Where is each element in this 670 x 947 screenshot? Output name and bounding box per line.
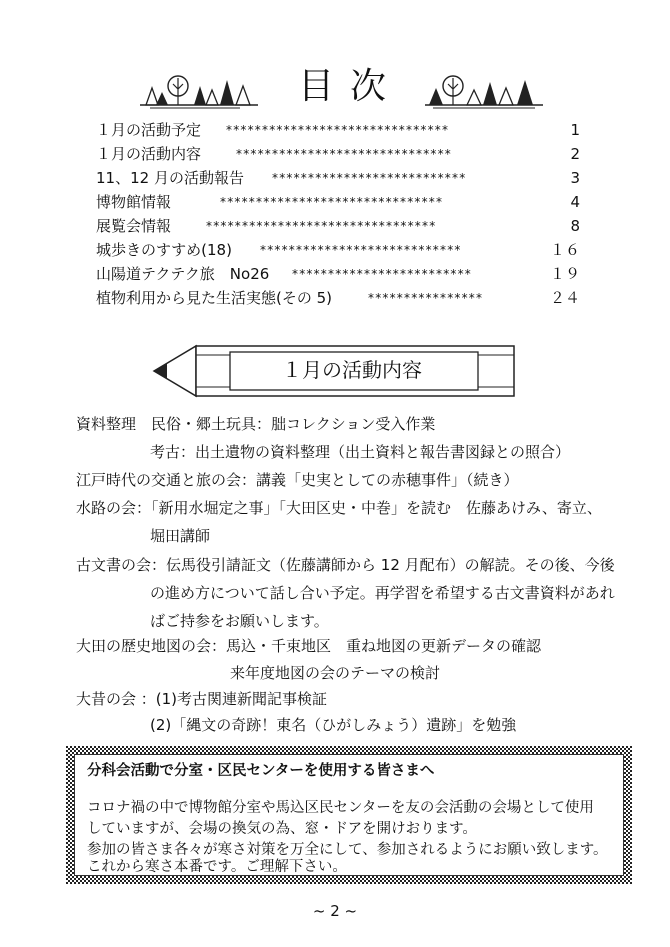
notice-content bbox=[74, 754, 624, 876]
toc-label: 博物館情報 bbox=[96, 193, 172, 211]
toc-page: 3 bbox=[570, 169, 580, 187]
notice-heading: 分科会活動で分室・区民センターを使用する皆さまへ bbox=[87, 763, 435, 779]
activity-line: の進め方について話し合い予定。再学習を希望する古文書資料があれ bbox=[150, 584, 615, 602]
toc-label: 城歩きのすすめ(18) bbox=[96, 241, 232, 259]
activity-line: (2)「縄文の奇跡！東名（ひがしみょう）遺跡」を勉強 bbox=[150, 716, 517, 734]
toc-page: 2 bbox=[570, 145, 580, 163]
toc-leader: ************************* bbox=[292, 267, 472, 281]
toc-row[interactable] bbox=[96, 166, 596, 190]
activity-line: 大田の歴史地図の会：馬込・千束地区 重ね地図の更新データの確認 bbox=[76, 637, 542, 655]
activity-line: 古文書の会：伝馬役引請証文（佐藤講師から 12 月配布）の解読。その後、今後 bbox=[76, 556, 615, 574]
activity-line: 考古：出土遺物の資料整理（出土資料と報告書図録との照合） bbox=[150, 443, 571, 461]
notice-line: していますが、会場の換気の為、窓・ドアを開けおります。 bbox=[87, 821, 477, 837]
activity-line: 水路の会：「新用水堀定之事」「大田区史・中巻」を読む 佐藤あけみ、寄立、 bbox=[76, 499, 602, 517]
notice-line: コロナ禍の中で博物館分室や馬込区民センターを友の会活動の会場として使用 bbox=[87, 800, 594, 816]
title-char-1: 目 bbox=[298, 66, 335, 107]
toc-page: 8 bbox=[570, 217, 580, 235]
activity-line: 堀田講師 bbox=[150, 527, 211, 545]
toc-row[interactable] bbox=[96, 190, 596, 214]
toc-page: １９ bbox=[549, 265, 580, 283]
toc-leader: ****************************** bbox=[236, 147, 452, 161]
toc-leader: ******************************** bbox=[206, 219, 437, 233]
activity-line: 来年度地図の会のテーマの検討 bbox=[230, 664, 441, 682]
notice-box bbox=[66, 746, 632, 884]
notice-line: これから寒さ本番です。ご理解下さい。 bbox=[87, 859, 347, 875]
toc-leader: **************** bbox=[368, 291, 484, 305]
toc-row[interactable] bbox=[96, 238, 596, 262]
toc-row[interactable] bbox=[96, 286, 596, 310]
toc-page: 1 bbox=[570, 121, 580, 139]
toc-label: 11、12 月の活動報告 bbox=[96, 169, 244, 187]
activity-line: 資料整理 民俗・郷土玩具：朏コレクション受入作業 bbox=[76, 415, 436, 433]
section-banner bbox=[152, 342, 517, 400]
toc-label: １月の活動予定 bbox=[96, 121, 202, 139]
activity-line: 大昔の会 ：(1)考古関連新聞記事検証 bbox=[76, 690, 328, 708]
toc-label: 山陽道テクテク旅 No26 bbox=[96, 265, 270, 283]
toc-leader: *************************** bbox=[272, 171, 467, 185]
notice-line: 参加の皆さま各々が寒さ対策を万全にして、参加されるようにお願い致します。 bbox=[87, 842, 608, 858]
activity-line: 江戸時代の交通と旅の会：講義「史実としての赤穂事件」（続き） bbox=[76, 471, 519, 489]
toc-label: 植物利用から見た生活実態(その 5) bbox=[96, 289, 333, 307]
toc-label: １月の活動内容 bbox=[96, 145, 202, 163]
page-number: ~ 2 ~ bbox=[312, 902, 358, 920]
section-title: １月の活動内容 bbox=[282, 358, 422, 382]
activity-line: ばご持参をお願いします。 bbox=[150, 612, 329, 630]
title-char-2: 次 bbox=[350, 66, 387, 107]
toc-row[interactable] bbox=[96, 214, 596, 238]
toc-row[interactable] bbox=[96, 142, 596, 166]
toc-row[interactable] bbox=[96, 262, 596, 286]
toc-page: 4 bbox=[570, 193, 580, 211]
toc-label: 展覧会情報 bbox=[96, 217, 172, 235]
toc-page: １６ bbox=[549, 241, 580, 259]
toc-page: ２４ bbox=[549, 289, 580, 307]
toc-leader: ******************************* bbox=[226, 123, 450, 137]
page-title bbox=[0, 62, 670, 118]
trees-decoration-right-icon bbox=[425, 72, 543, 112]
trees-decoration-left-icon bbox=[140, 72, 258, 112]
toc-row[interactable] bbox=[96, 118, 596, 142]
toc-leader: ******************************* bbox=[220, 195, 444, 209]
toc-leader: **************************** bbox=[260, 243, 462, 257]
